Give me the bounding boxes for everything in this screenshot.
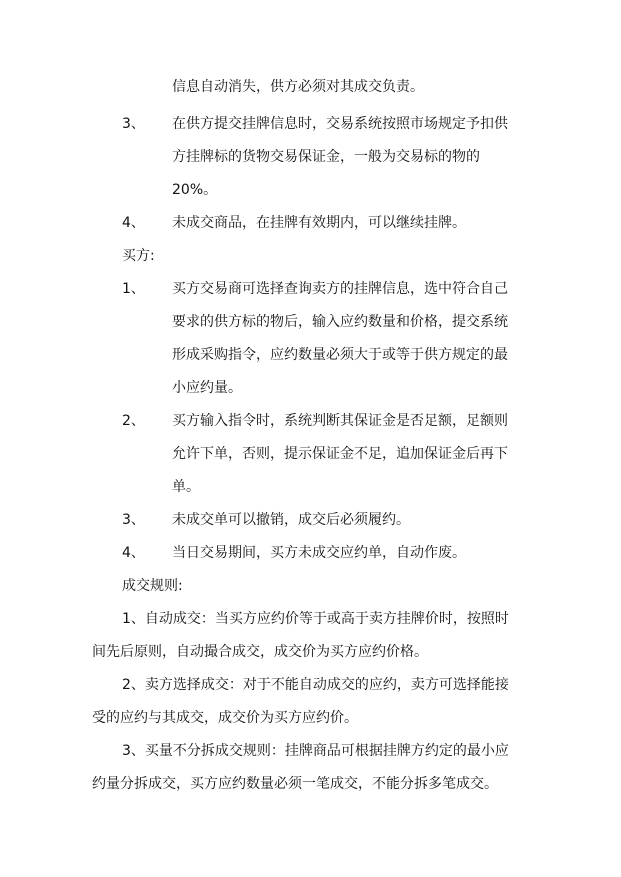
buyer-item-3-number: 3、 <box>122 512 145 528</box>
rule-1-line-1: 1、自动成交：当买方应约价等于或高于卖方挂牌价时，按照时 <box>122 611 509 627</box>
buyer-item-2-line-3: 单。 <box>172 479 200 495</box>
seller-item-3-line-3: 20%。 <box>172 182 218 198</box>
seller-item-3-number: 3、 <box>122 116 145 132</box>
buyer-item-2-line-1: 买方输入指令时，系统判断其保证金是否足额，足额则 <box>172 413 508 429</box>
rule-2-line-2: 受的应约与其成交，成交价为买方应约价。 <box>92 710 358 726</box>
seller-item-4-line-1: 未成交商品，在挂牌有效期内，可以继续挂牌。 <box>172 215 466 231</box>
buyer-item-1-number: 1、 <box>122 281 145 297</box>
buyer-item-1-line-1: 买方交易商可选择查询卖方的挂牌信息，选中符合自己 <box>172 281 508 297</box>
buyer-item-1-line-2: 要求的供方标的物后，输入应约数量和价格，提交系统 <box>172 314 508 330</box>
buyer-item-1-line-3: 形成采购指令，应约数量必须大于或等于供方规定的最 <box>172 347 508 363</box>
buyer-item-1-line-4: 小应约量。 <box>172 380 242 396</box>
seller-item-3-line-1: 在供方提交挂牌信息时，交易系统按照市场规定予扣供 <box>172 116 508 132</box>
seller-item-3-line-2: 方挂牌标的货物交易保证金，一般为交易标的物的 <box>172 149 480 165</box>
rule-1-line-2: 间先后原则，自动撮合成交，成交价为买方应约价格。 <box>92 644 428 660</box>
buyer-item-3-line-1: 未成交单可以撤销，成交后必须履约。 <box>172 512 410 528</box>
seller-cont-line-1: 信息自动消失，供方必须对其成交负责。 <box>172 79 424 95</box>
buyer-item-4-number: 4、 <box>122 545 145 561</box>
buyer-item-2-number: 2、 <box>122 413 145 429</box>
rule-3-line-1: 3、买量不分拆成交规则：挂牌商品可根据挂牌方约定的最小应 <box>122 743 509 759</box>
seller-item-4-number: 4、 <box>122 215 145 231</box>
buyer-item-4-line-1: 当日交易期间，买方未成交应约单，自动作废。 <box>172 545 466 561</box>
rules-heading: 成交规则: <box>122 578 183 594</box>
buyer-item-2-line-2: 允许下单，否则，提示保证金不足，追加保证金后再下 <box>172 446 508 462</box>
rule-3-line-2: 约量分拆成交，买方应约数量必须一笔成交，不能分拆多笔成交。 <box>92 776 498 792</box>
buyer-heading: 买方: <box>122 248 155 264</box>
rule-2-line-1: 2、卖方选择成交：对于不能自动成交的应约，卖方可选择能接 <box>122 677 509 693</box>
